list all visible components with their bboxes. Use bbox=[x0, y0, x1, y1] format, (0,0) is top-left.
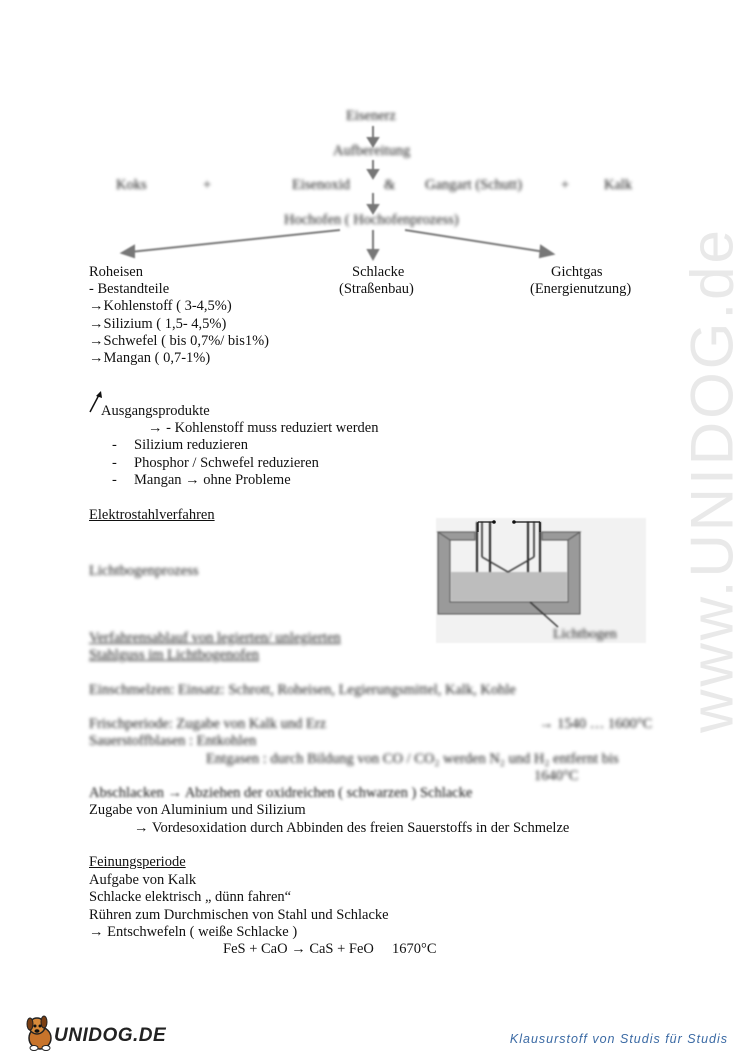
zugabe-line: Zugabe von Aluminium und Silizium bbox=[89, 802, 306, 818]
lichtbogen-label: Lichtbogen bbox=[553, 627, 617, 642]
unidog-logo[interactable]: UNIDOG.DE bbox=[54, 1025, 167, 1046]
flow-arrows bbox=[0, 0, 750, 270]
roheisen-item: →Mangan ( 0,7-1%) bbox=[89, 350, 211, 366]
footer-slogan: Klausurstoff von Studis für Studis bbox=[509, 1032, 728, 1046]
flow-step-eisenerz: Eisenerz bbox=[346, 108, 396, 124]
lichtbogenprozess-text: Lichtbogenprozess bbox=[89, 563, 199, 579]
ausgang-item: Mangan → ohne Probleme bbox=[134, 472, 291, 488]
flow-plus-1: + bbox=[203, 177, 212, 193]
einschmelzen-text: Einschmelzen: Einsatz: Schrott, Roheisen, Legierungsmittel, Kalk, Kohle bbox=[89, 682, 516, 698]
frisch-temp: → 1540 … 1600°C bbox=[539, 716, 653, 732]
flow-input-eisenoxid: Eisenoxid bbox=[292, 177, 350, 193]
entgasen-temp: 1640°C bbox=[534, 768, 579, 784]
ablauf-line-1: Verfahrensablauf von legierten/ unlegierten bbox=[89, 630, 341, 646]
sauerstoff-text: Sauerstoffblasen : Entkohlen bbox=[89, 733, 257, 749]
feinung-line: Aufgabe von Kalk bbox=[89, 872, 197, 888]
frisch-text: Frischperiode: Zugabe von Kalk und Erz bbox=[89, 716, 327, 732]
schlacke-subtitle: (Straßenbau) bbox=[339, 281, 414, 297]
ausgang-title: Ausgangsprodukte bbox=[101, 403, 210, 419]
flow-furnace: Hochofen ( Hochofenprozess) bbox=[284, 212, 459, 228]
ausgang-item: Silizium reduzieren bbox=[134, 437, 248, 453]
feinung-line: Schlacke elektrisch „ dünn fahren“ bbox=[89, 889, 292, 905]
flow-input-gangart: Gangart (Schutt) bbox=[425, 177, 523, 193]
watermark-text: www.UNIDOG.de bbox=[678, 227, 746, 733]
roheisen-item: →Silizium ( 1,5- 4,5%) bbox=[89, 316, 227, 332]
entgasen-text: Entgasen : durch Bildung von CO / CO₂ werden N₂ und H₂ entfernt bis bbox=[206, 751, 619, 767]
arc-furnace-diagram bbox=[430, 512, 650, 652]
gichtgas-subtitle: (Energienutzung) bbox=[530, 281, 632, 297]
ausgang-item: Phosphor / Schwefel reduzieren bbox=[134, 455, 319, 471]
zugabe-sub: → Vordesoxidation durch Abbinden des freien Sauerstoffs in der Schmelze bbox=[134, 820, 570, 836]
roheisen-item: →Kohlenstoff ( 3-4,5%) bbox=[89, 298, 232, 314]
ausgang-dash: - bbox=[112, 437, 117, 453]
roheisen-subtitle: - Bestandteile bbox=[89, 281, 170, 297]
flow-plus-2: + bbox=[561, 177, 570, 193]
flow-input-kalk: Kalk bbox=[604, 177, 633, 193]
roheisen-item: →Schwefel ( bis 0,7%/ bis1%) bbox=[89, 333, 270, 349]
gichtgas-title: Gichtgas bbox=[551, 264, 603, 280]
schlacke-title: Schlacke bbox=[352, 264, 405, 280]
roheisen-title: Roheisen bbox=[89, 264, 143, 280]
ausgang-dash: - bbox=[112, 455, 117, 471]
ausgang-first: → - Kohlenstoff muss reduziert werden bbox=[148, 420, 379, 436]
flow-step-aufbereitung: Aufbereitung bbox=[333, 143, 411, 159]
feinung-heading: Feinungsperiode bbox=[89, 854, 186, 870]
elektro-heading: Elektrostahlverfahren bbox=[89, 507, 215, 523]
feinung-equation: FeS + CaO → CaS + FeO 1670°C bbox=[223, 941, 437, 957]
dog-logo-icon bbox=[24, 1012, 56, 1052]
abschlacken-text: Abschlacken → Abziehen der oxidreichen ( schwarzen ) Schlacke bbox=[89, 785, 473, 801]
flow-input-koks: Koks bbox=[116, 177, 147, 193]
ausgang-dash: - bbox=[112, 472, 117, 488]
flow-ampersand: & bbox=[384, 177, 396, 193]
feinung-line: Rühren zum Durchmischen von Stahl und Schlacke bbox=[89, 907, 389, 923]
ablauf-line-2: Stahlguss im Lichtbogenofen bbox=[89, 647, 259, 663]
feinung-line: → Entschwefeln ( weiße Schlacke ) bbox=[89, 924, 298, 940]
